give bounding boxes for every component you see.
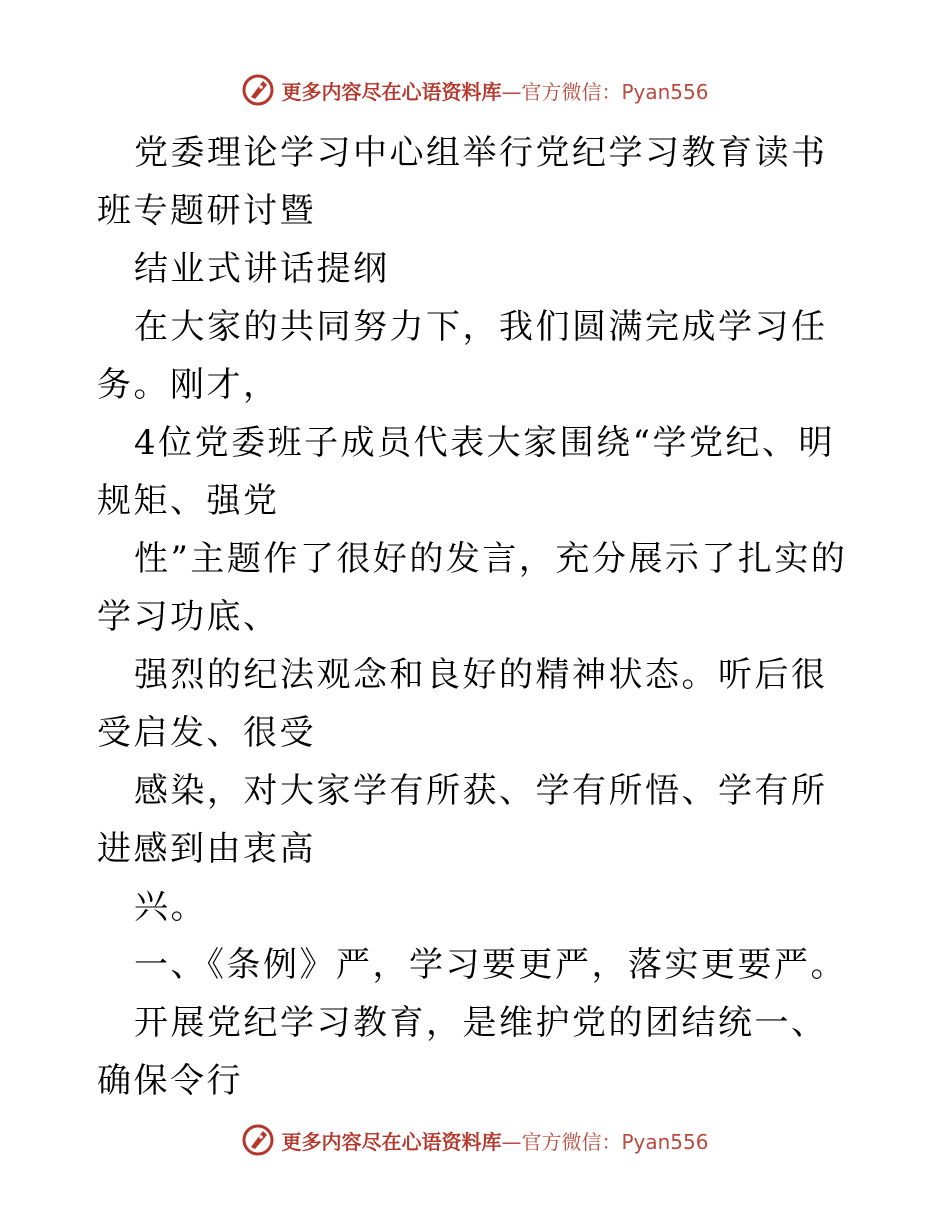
paragraph-intro-2: 4位党委班子成员代表大家围绕“学党纪、明规矩、强党	[97, 423, 836, 521]
paragraph-intro-1: 在大家的共同努力下，我们圆满完成学习任务。刚才，	[97, 307, 828, 405]
header-watermark	[0, 70, 950, 110]
watermark-text	[281, 1126, 708, 1155]
footer-watermark	[0, 1120, 950, 1160]
section-heading-1: 一、《条例》严，学习要更严，落实更要严。	[134, 945, 847, 985]
watermark-main-text: 更多内容尽在心语资料库	[281, 1129, 502, 1154]
paragraph-title-1: 党委理论学习中心组举行党纪学习教育读书班专题研讨暨	[97, 133, 828, 231]
paragraph-body-1: 开展党纪学习教育，是维护党的团结统一、确保令行	[97, 1003, 828, 1101]
watermark-text	[281, 76, 708, 105]
paragraph-title-2: 结业式讲话提纲	[134, 249, 390, 289]
paragraph-intro-6: 兴。	[134, 887, 207, 927]
paragraph-intro-4: 强烈的纪法观念和良好的精神状态。听后很受启发、很受	[97, 655, 828, 753]
paragraph-intro-5: 感染，对大家学有所获、学有所悟、学有所进感到由衷高	[97, 771, 828, 869]
pen-nib-logo-icon	[241, 1123, 275, 1157]
document-body	[97, 124, 857, 1110]
watermark-contact-text: —官方微信：Pyan556	[501, 79, 709, 104]
watermark-contact-text: —官方微信：Pyan556	[501, 1129, 709, 1154]
paragraph-intro-3: 性”主题作了很好的发言，充分展示了扎实的学习功底、	[97, 539, 848, 637]
watermark-main-text: 更多内容尽在心语资料库	[281, 79, 502, 104]
pen-nib-logo-icon	[241, 73, 275, 107]
